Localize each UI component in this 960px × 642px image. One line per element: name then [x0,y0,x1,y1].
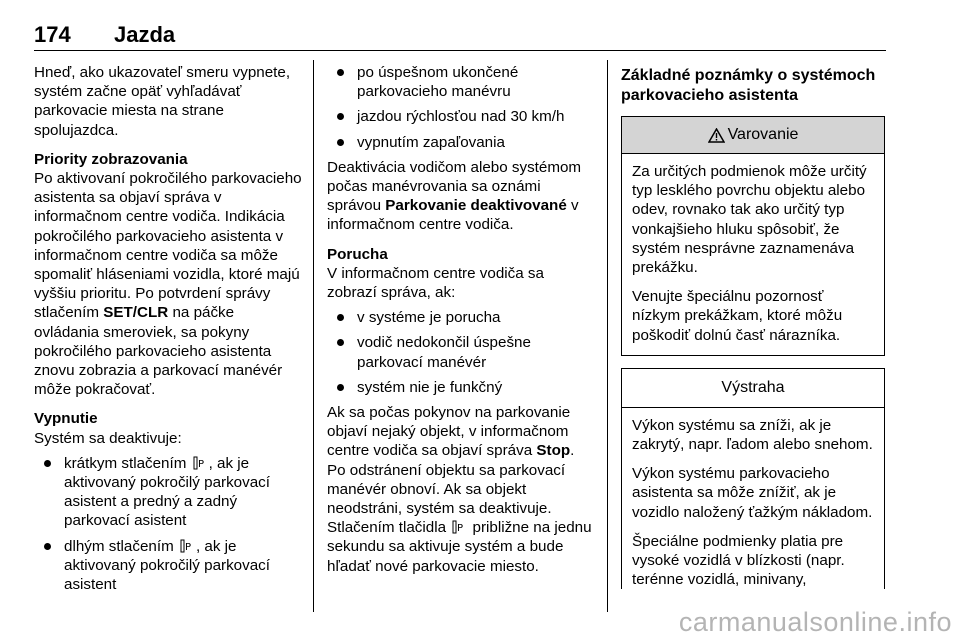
list-item: jazdou rýchlosťou nad 30 km/h [327,107,595,126]
header-rule [34,50,886,51]
list-item [34,454,302,531]
caution-label: Výstraha [721,379,785,397]
list-item: v systéme je porucha [327,308,595,327]
priority-text-a: Po aktivovaní pokročilého parkovacieho asistenta sa objaví správa v informačnom centre vodiča. Indikácia pokročilého parkovacieho asistenta v informačnom centre vodiča sa môže spomaliť hláseniami vozidla, ktoré majú vyššiu prioritu. Po potvrdení správy stlačením [34,170,302,322]
warning-body [622,154,884,345]
priority-text-b: na páčke ovládania smeroviek, sa pokyny pokročilého parkovacieho asistenta znovu zobrazia a parkovací manévér môže pokračovať. [34,304,283,399]
park-assist-icon [180,539,194,553]
porucha-heading: Porucha [327,245,388,263]
object-paragraph [327,403,595,576]
column-3 [621,66,885,601]
caution-box [621,368,885,590]
park-assist-icon [452,520,466,534]
column-1 [34,63,302,600]
stop-message: Stop [536,442,571,460]
svg-text:P: P [457,523,464,535]
svg-text:P: P [197,458,204,470]
list-item: vodič nedokončil úspešne parkovací manévér [327,333,595,371]
deact-text-b: v informačnom centre vodiča. [327,197,579,234]
deactivation-paragraph [327,158,595,235]
bullet-text-b: , ak je aktivovaný pokročilý parkovací asistent [64,537,270,594]
porucha-intro: V informačnom centre vodiča sa zobrazí správa, ak: [327,264,544,302]
obj-text-c: približne na jednu sekundu sa aktivuje systém a bude hľadať nové parkovacie miesto. [327,519,592,575]
deactivation-list [327,63,595,152]
fault-list [327,308,595,397]
priority-heading: Priority zobrazovania [34,150,188,168]
caution-header [622,369,884,408]
page-number: 174 [34,22,71,47]
priority-paragraph [34,169,302,399]
list-item: systém nie je funkčný [327,378,595,397]
warning-text: Venujte špeciálnu pozornosť nízkym prekážkam, ktoré môžu poškodiť dolnú časť nárazníka. [632,288,843,344]
intro-paragraph: Hneď, ako ukazovateľ smeru vypnete, systém začne opäť vyhľadávať parkovacie miesta na strane spolujazdca. [34,64,291,139]
deact-text-a: Deaktivácia vodičom alebo systémom počas manévrovania sa oznámi správou [327,158,582,215]
column-2 [327,63,595,586]
warning-text: Za určitých podmienok môže určitý typ lesklého povrchu objektu alebo odev, rovnako tak ako určitý typ vonkajšieho hluku spôsobiť, že systém nesprávne zaznamenáva prekážku. [632,163,867,277]
warning-triangle-icon [708,128,725,143]
svg-text:P: P [184,541,191,553]
vypnutie-intro: Systém sa deaktivuje: [34,429,182,447]
set-clr-label: SET/CLR [103,304,169,322]
page-header [34,22,886,50]
warning-box [621,116,885,356]
column-divider-2 [607,60,608,612]
watermark: carmanualsonline.info [678,607,952,637]
caution-body [622,408,884,590]
warning-label: Varovanie [727,126,799,144]
caution-text: Výkon systému parkovacieho asistenta sa môže znížiť, ak je vozidlo naložený ťažkým nákladom. [632,465,873,521]
chapter-title: Jazda [114,22,176,47]
bullet-text-b: , ak je aktivovaný pokročilý parkovací asistent a predný a zadný parkovací asistent [64,454,270,530]
obj-text-a: Ak sa počas pokynov na parkovanie objaví nejaký objekt, v informačnom centre vodiča sa objaví správa [327,404,571,460]
obj-text-b: . Po odstránení objektu sa parkovací manévér obnoví. Ak sa objekt neodstráni, systém sa deaktivuje. Stlačením tlačidla [327,442,575,537]
warning-header [622,117,884,154]
caution-text: Výkon systému sa zníži, ak je zakrytý, napr. ľadom alebo snehom. [632,416,873,454]
list-item [34,537,302,595]
section-title: Základné poznámky o systémoch parkovacieho asistenta [621,67,876,104]
caution-text: Špeciálne podmienky platia pre vysoké vozidlá v blízkosti (napr. terénne vozidlá, minivany, [632,532,845,589]
vypnutie-heading: Vypnutie [34,410,98,428]
column-divider-1 [313,60,314,612]
park-assist-icon [193,456,207,470]
list-item: po úspešnom ukončené parkovacieho manévru [327,63,595,101]
bullet-text-a: dlhým stlačením [64,537,174,555]
list-item: vypnutím zapaľovania [327,133,595,152]
deact-message: Parkovanie deaktivované [385,197,567,215]
vypnutie-list [34,454,302,594]
bullet-text-a: krátkym stlačením [64,454,187,472]
